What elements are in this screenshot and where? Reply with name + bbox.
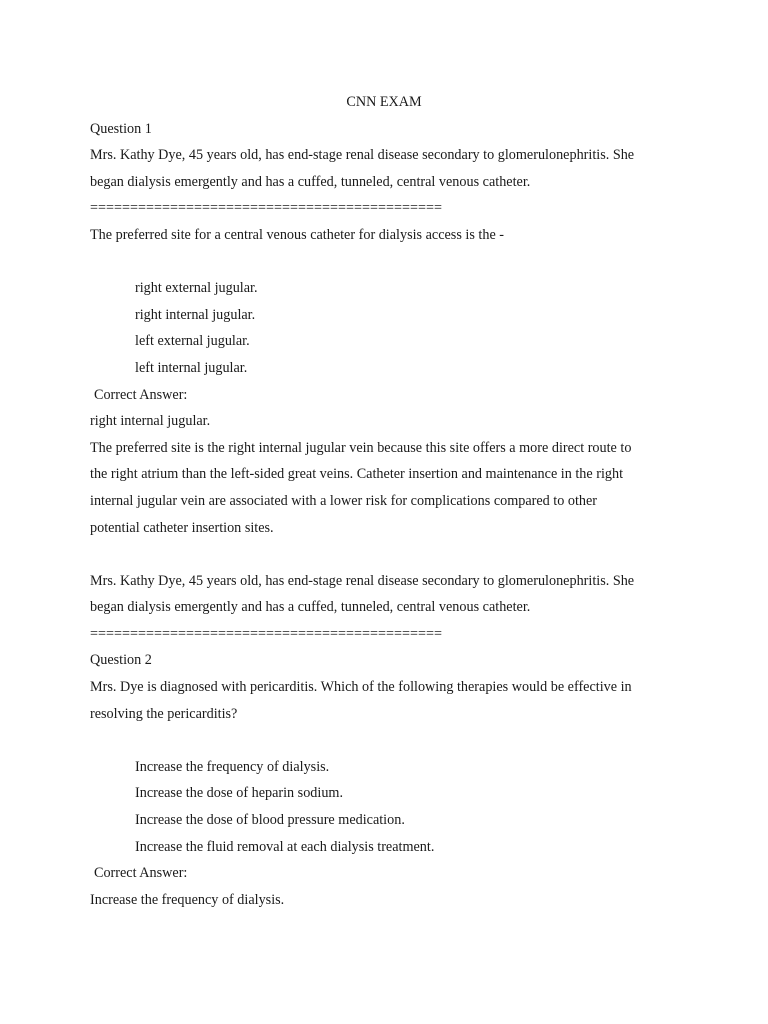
question-2-stem-line-1: Mrs. Kathy Dye, 45 years old, has end-stage renal disease secondary to glomerulonephritis. She [90, 572, 635, 589]
question-2-option-2: Increase the dose of heparin sodium. [135, 785, 344, 802]
document-body [90, 89, 690, 913]
question-1-explanation-line-4: potential catheter insertion sites. [90, 519, 274, 536]
question-2-label: Question 2 [90, 652, 152, 669]
question-1-prompt: The preferred site for a central venous catheter for dialysis access is the - [90, 226, 505, 243]
spacer [90, 727, 690, 754]
question-1-option-3: left external jugular. [135, 333, 250, 350]
question-2-option-3: Increase the dose of blood pressure medication. [135, 812, 405, 829]
spacer [90, 541, 690, 568]
question-1-explanation-line-3: internal jugular vein are associated with a lower risk for complications compared to other [90, 492, 598, 509]
spacer [90, 249, 690, 276]
question-2-option-1: Increase the frequency of dialysis. [135, 758, 330, 775]
question-1-correct-label: Correct Answer: [94, 386, 188, 403]
question-1-label: Question 1 [90, 120, 152, 137]
question-1-option-1: right external jugular. [135, 280, 258, 297]
question-1-answer: right internal jugular. [90, 413, 211, 430]
question-2-prompt-line-2: resolving the pericarditis? [90, 705, 238, 722]
question-1-stem-line-1: Mrs. Kathy Dye, 45 years old, has end-stage renal disease secondary to glomerulonephritis. She [90, 147, 635, 164]
question-1-explanation-line-2: the right atrium than the left-sided great veins. Catheter insertion and maintenance in the right [90, 466, 624, 483]
question-2-separator: ============================================ [90, 625, 443, 642]
question-2-answer: Increase the frequency of dialysis. [90, 891, 285, 908]
page-title: CNN EXAM [346, 94, 422, 110]
question-2-option-4: Increase the fluid removal at each dialysis treatment. [135, 838, 435, 855]
question-1-option-4: left internal jugular. [135, 359, 248, 376]
question-1-separator: ============================================ [90, 200, 443, 217]
question-1-explanation-line-1: The preferred site is the right internal jugular vein because this site offers a more direct route to [90, 439, 632, 456]
question-1-option-2: right internal jugular. [135, 306, 256, 323]
question-1-stem-line-2: began dialysis emergently and has a cuffed, tunneled, central venous catheter. [90, 173, 531, 190]
question-2-correct-label: Correct Answer: [94, 865, 188, 882]
question-2-stem-line-2: began dialysis emergently and has a cuffed, tunneled, central venous catheter. [90, 599, 531, 616]
question-2-prompt-line-1: Mrs. Dye is diagnosed with pericarditis. Which of the following therapies would be effective in [90, 679, 632, 696]
